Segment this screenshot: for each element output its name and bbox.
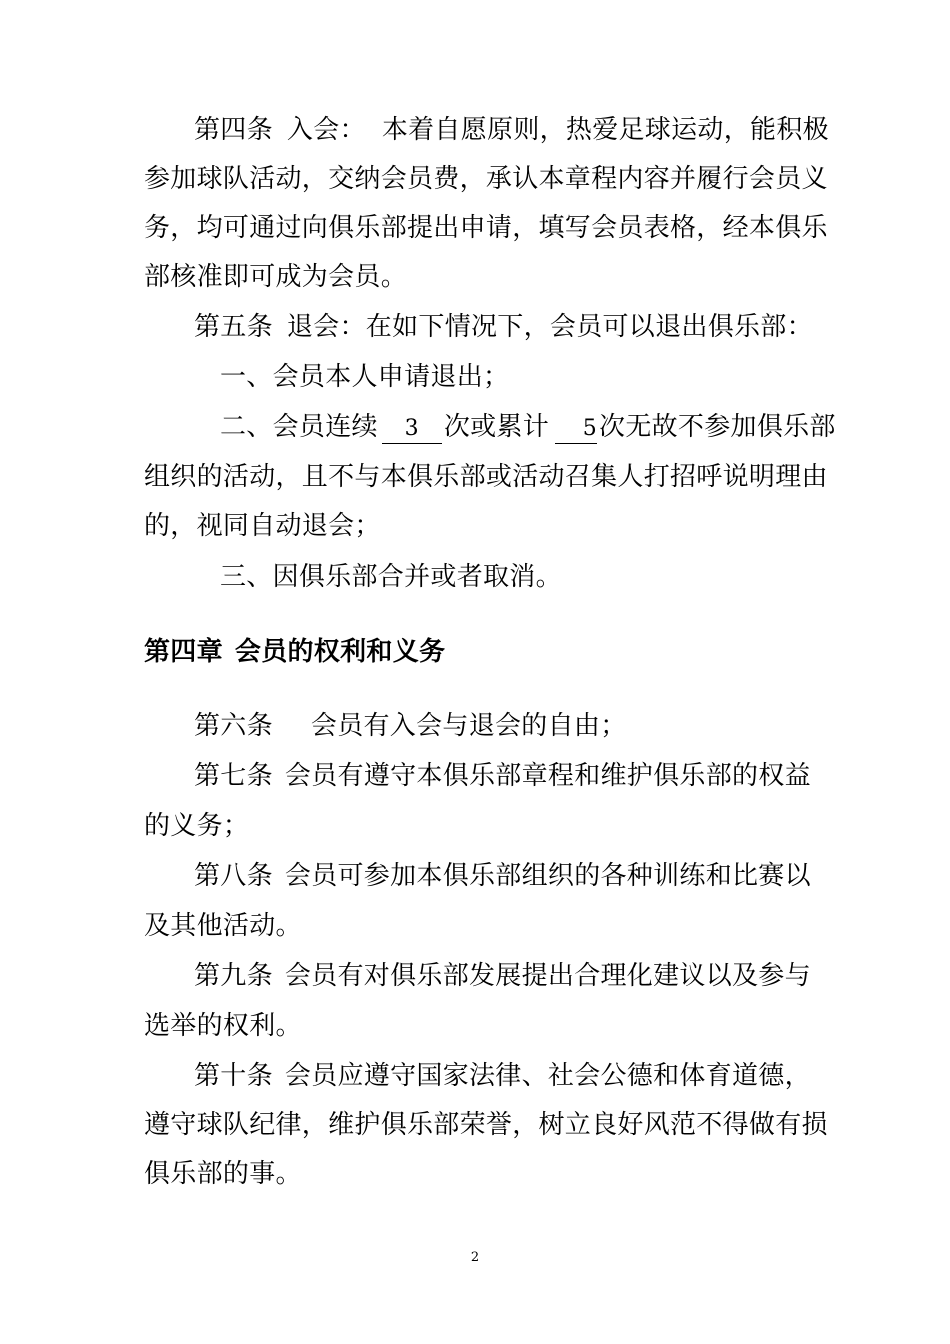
- article-9-line-1: [194, 960, 811, 992]
- article-5-item-2-part-3: 次无故不参加俱乐部: [599, 412, 836, 442]
- article-4-title: 入会：: [286, 115, 366, 145]
- article-6: [194, 710, 627, 742]
- article-4-line-3: 务，均可通过向俱乐部提出申请，填写会员表格，经本俱乐: [144, 213, 828, 243]
- article-4-line-4: 部核准即可成为会员。: [144, 262, 408, 292]
- article-5-text: 退会：在如下情况下，会员可以退出俱乐部：: [286, 312, 813, 342]
- article-10-line-1: [194, 1060, 811, 1092]
- article-8-line-2: 及其他活动。: [144, 911, 302, 941]
- article-9-text: 会员有对俱乐部发展提出合理化建议以及参与: [284, 961, 811, 991]
- article-5-item-2-line-3: 的，视同自动退会；: [144, 511, 381, 541]
- article-7-label: 第七条: [194, 761, 273, 791]
- article-5-item-1: 一、会员本人申请退出；: [220, 362, 510, 392]
- absence-consecutive-count: 3: [382, 415, 442, 444]
- article-8-text: 会员可参加本俱乐部组织的各种训练和比赛以: [284, 861, 811, 891]
- article-5-label: 第五条: [194, 312, 273, 342]
- article-10-line-2: 遵守球队纪律，维护俱乐部荣誉，树立良好风范不得做有损: [144, 1110, 828, 1140]
- article-5-item-2-part-1: 二、会员连续: [220, 412, 378, 442]
- article-6-label: 第六条: [194, 711, 273, 741]
- absence-cumulative-count: 5: [555, 415, 597, 444]
- article-7-line-2: 的义务；: [144, 811, 250, 841]
- chapter-title: 会员的权利和义务: [234, 637, 446, 667]
- article-8-label: 第八条: [194, 861, 273, 891]
- article-4-line-1: [194, 114, 829, 146]
- article-5-item-2: [220, 411, 836, 444]
- article-8-line-1: [194, 860, 811, 892]
- article-5-item-2-part-2: 次或累计: [443, 412, 550, 442]
- page-number: 2: [470, 1250, 480, 1265]
- article-7-line-1: [194, 760, 811, 792]
- article-5-item-3: 三、因俱乐部合并或者取消。: [220, 562, 562, 592]
- article-5-item-2-line-2: 组织的活动，且不与本俱乐部或活动召集人打招呼说明理由: [144, 462, 828, 492]
- article-10-text: 会员应遵守国家法律、社会公德和体育道德，: [284, 1061, 811, 1091]
- article-6-text: 会员有入会与退会的自由；: [310, 711, 627, 741]
- article-9-line-2: 选举的权利。: [144, 1011, 302, 1041]
- article-7-text: 会员有遵守本俱乐部章程和维护俱乐部的权益: [284, 761, 811, 791]
- article-4-label: 第四条: [194, 115, 273, 145]
- chapter-heading: [144, 636, 445, 668]
- chapter-label: 第四章: [144, 637, 223, 667]
- article-10-line-3: 俱乐部的事。: [144, 1159, 302, 1189]
- article-4-text: 本着自愿原则，热爱足球运动，能积极: [381, 115, 829, 145]
- article-10-label: 第十条: [194, 1061, 273, 1091]
- article-5-line-1: [194, 311, 813, 343]
- article-9-label: 第九条: [194, 961, 273, 991]
- article-4-line-2: 参加球队活动，交纳会员费，承认本章程内容并履行会员义: [144, 164, 828, 194]
